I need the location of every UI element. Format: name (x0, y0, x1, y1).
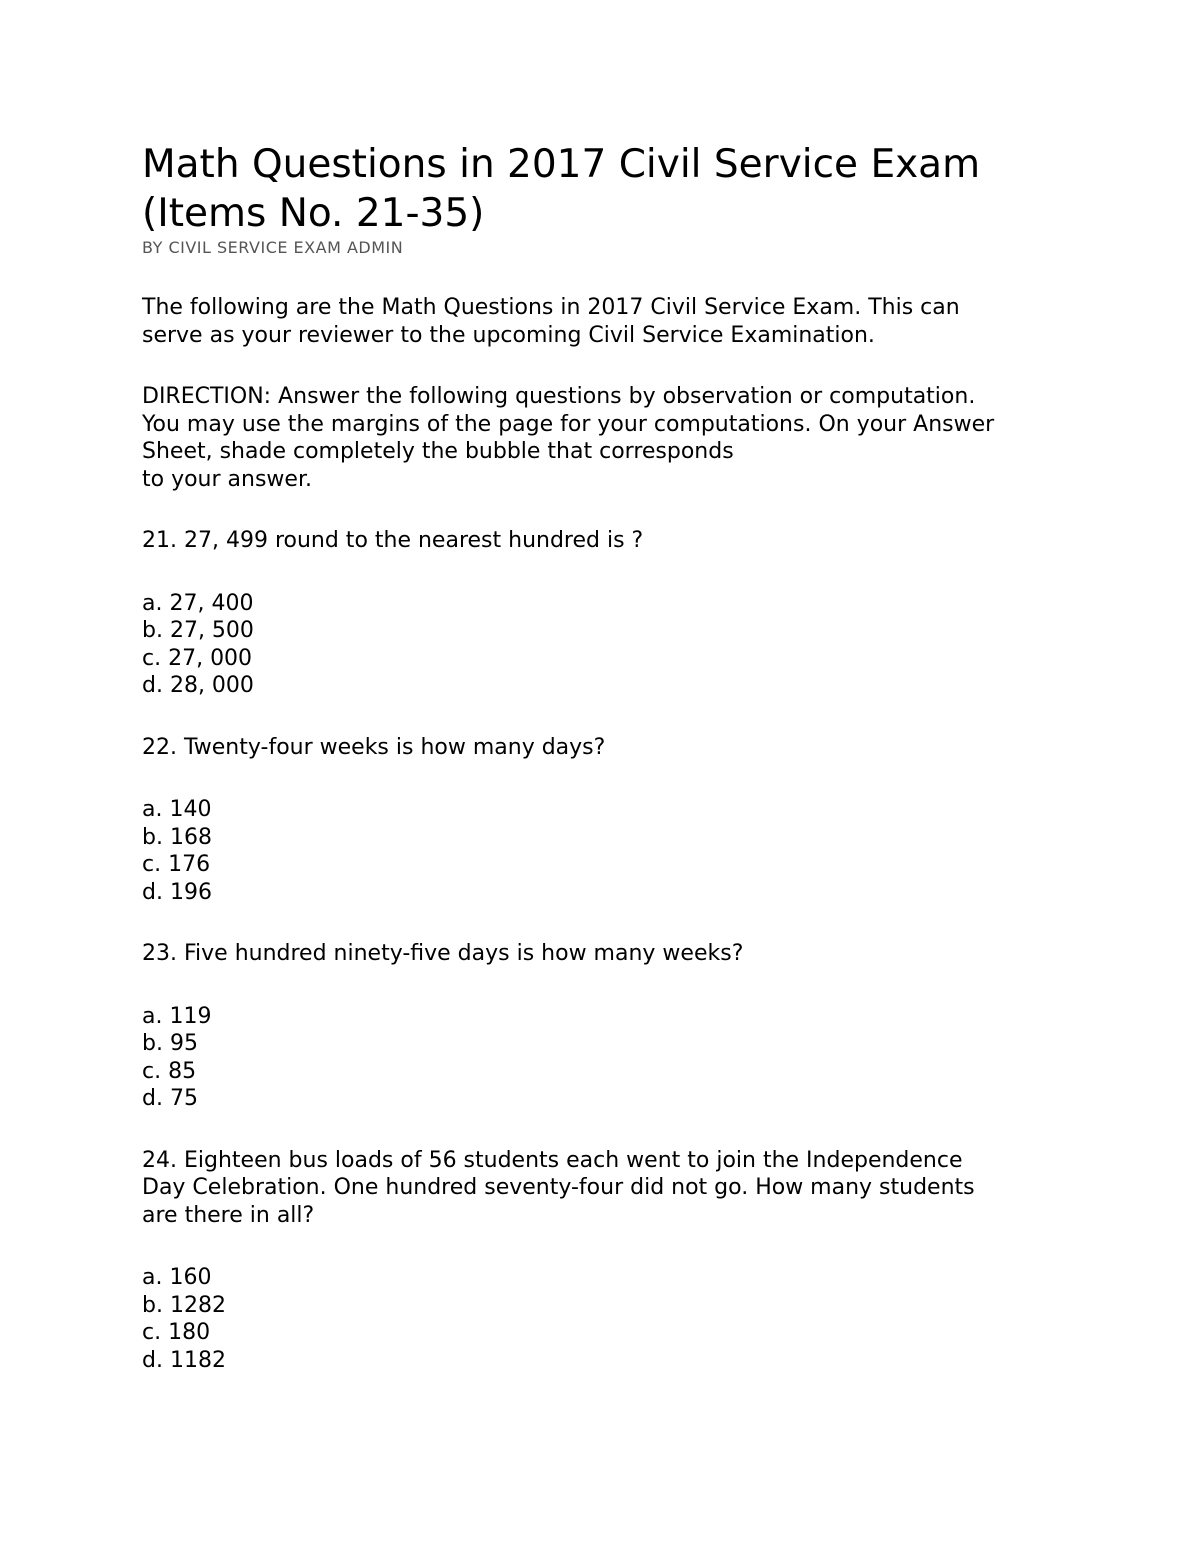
question-block (142, 1147, 1082, 1375)
direction-line: You may use the margins of the page for your computations. On your Answer (142, 411, 995, 437)
question-line: 22. Twenty-four weeks is how many days? (142, 734, 606, 760)
answer-option: b. 1282 (142, 1292, 226, 1318)
intro-line: serve as your reviewer to the upcoming Civil Service Examination. (142, 322, 875, 348)
question-block (142, 527, 1082, 700)
question-text (142, 527, 1082, 555)
question-line: Day Celebration. One hundred seventy-four did not go. How many students (142, 1175, 975, 1200)
answer-option: b. 95 (142, 1031, 198, 1056)
answer-options (142, 1003, 1082, 1113)
answer-option: c. 27, 000 (142, 645, 253, 671)
question-text (142, 1147, 1082, 1230)
direction-paragraph (142, 383, 1082, 493)
question-line: 21. 27, 499 round to the nearest hundred is ? (142, 528, 644, 553)
answer-option: a. 140 (142, 797, 212, 822)
intro-paragraph (142, 294, 1082, 349)
intro-line: The following are the Math Questions in 2017 Civil Service Exam. This can (142, 295, 960, 320)
page-title (142, 140, 1082, 238)
title-line-1: Math Questions in 2017 Civil Service Exam (142, 142, 981, 187)
document-page (142, 140, 1082, 1408)
question-line: 23. Five hundred ninety-five days is how many weeks? (142, 941, 744, 966)
answer-options (142, 796, 1082, 906)
answer-option: c. 176 (142, 852, 211, 877)
question-line: are there in all? (142, 1202, 315, 1228)
answer-option: c. 85 (142, 1058, 197, 1084)
direction-line: to your answer. (142, 466, 312, 492)
question-block (142, 734, 1082, 907)
answer-options (142, 1264, 1082, 1374)
answer-option: a. 27, 400 (142, 590, 254, 616)
answer-option: d. 1182 (142, 1347, 226, 1373)
answer-option: c. 180 (142, 1320, 211, 1345)
answer-option: a. 160 (142, 1265, 212, 1290)
answer-option: b. 27, 500 (142, 618, 254, 643)
question-line: 24. Eighteen bus loads of 56 students each went to join the Independence (142, 1147, 963, 1173)
answer-options (142, 590, 1082, 700)
answer-option: d. 196 (142, 879, 212, 905)
title-line-2: (Items No. 21-35) (142, 191, 485, 236)
direction-line: DIRECTION: Answer the following questions by observation or computation. (142, 384, 976, 409)
direction-line: Sheet, shade completely the bubble that corresponds (142, 439, 734, 464)
answer-option: b. 168 (142, 824, 212, 850)
answer-option: d. 28, 000 (142, 673, 254, 698)
answer-option: a. 119 (142, 1003, 212, 1029)
answer-option: d. 75 (142, 1086, 198, 1111)
question-text (142, 940, 1082, 968)
byline: BY CIVIL SERVICE EXAM ADMIN (142, 238, 404, 257)
question-text (142, 734, 1082, 762)
question-block (142, 940, 1082, 1113)
